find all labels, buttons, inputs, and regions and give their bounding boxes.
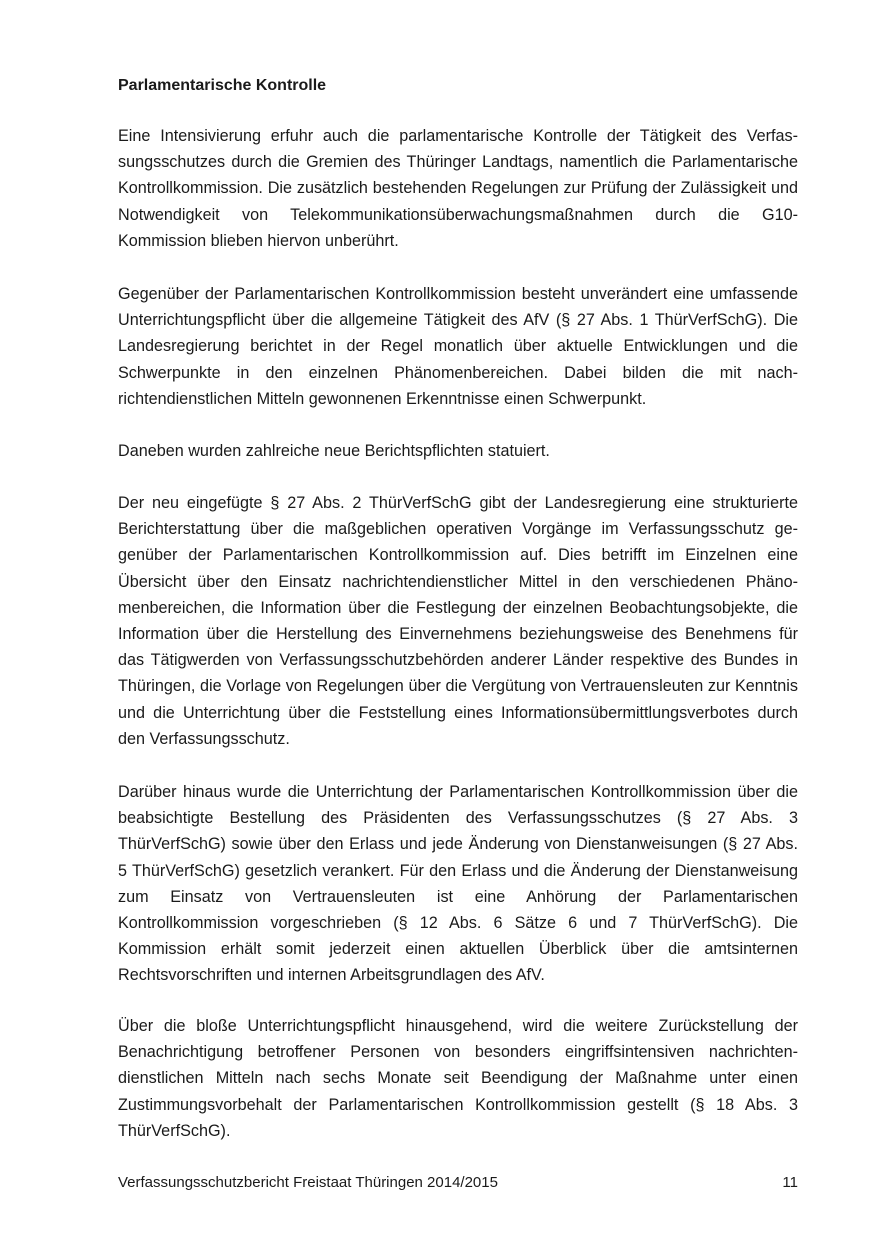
paragraph-2: Gegenüber der Parlamentarischen Kontrollkommission besteht unverändert eine umfassende Unterrichtungspflicht über die allgemeine Tätigkeit des AfV (§ 27 Abs. 1 ThürVerfSchG). Die Landesregierung berichtet in der Regel monatlich über aktuelle Entwicklungen und die Schwerpunkte in den einzelnen Phänomenbereichen. Dabei bilden die mit nachrichtendienstlichen Mitteln gewonnenen Erkenntnisse einen Schwerpunkt. [118, 285, 798, 408]
paragraph-4: Der neu eingefügte § 27 Abs. 2 ThürVerfSchG gibt der Landesregierung eine strukturierte Berichterstattung über die maßgeblichen operativen Vorgänge im Verfassungsschutz gegenüber der Parlamentarischen Kontrollkommission auf. Dies betrifft im Einzelnen eine Übersicht über den Einsatz nachrichtendienstlicher Mittel in den verschiedenen Phänomenbereichen, die Information über die Festlegung der einzelnen Beobachtungsobjekte, die Information über die Herstellung des Einvernehmens beziehungsweise des Benehmens für das Tätigwerden von Verfassungsschutzbehörden anderer Länder respektive des Bundes in Thüringen, die Vorlage von Regelungen über die Vergütung von Vertrauensleuten zur Kenntnis und die Unterrichtung über die Feststellung eines Informationsübermittlungsverbotes durch den Verfassungsschutz. [118, 494, 798, 748]
paragraph-3: Daneben wurden zahlreiche neue Berichtspflichten statuiert. [118, 442, 550, 460]
page-footer [118, 1171, 798, 1195]
footer-title: Verfassungsschutzbericht Freistaat Thüringen 2014/2015 [118, 1174, 498, 1191]
page-number: 11 [782, 1174, 798, 1191]
document-page [118, 0, 798, 1241]
section-heading: Parlamentarische Kontrolle [118, 77, 327, 94]
paragraph-5: Darüber hinaus wurde die Unterrichtung der Parlamentarischen Kontrollkommission über die beabsichtigte Bestellung des Präsidenten des Verfassungsschutzes (§ 27 Abs. 3 ThürVerfSchG) sowie über den Erlass und jede Änderung von Dienstanweisungen (§ 27 Abs. 5 ThürVerfSchG) gesetzlich verankert. Für den Erlass und die Änderung der Dienstanweisung zum Einsatz von Vertrauensleuten ist eine Anhörung der Parlamentarischen Kontrollkommission vorgeschrieben (§ 12 Abs. 6 Sätze 6 und 7 ThürVerfSchG). Die Kommission erhält somit jederzeit einen aktuellen Überblick über die amtsinternen Rechtsvorschriften und internen Arbeitsgrundlagen des AfV. [118, 783, 798, 985]
paragraph-1: Eine Intensivierung erfuhr auch die parlamentarische Kontrolle der Tätigkeit des Verfassungsschutzes durch die Gremien des Thüringer Landtags, namentlich die Parlamentarische Kontrollkommission. Die zusätzlich bestehenden Regelungen zur Prüfung der Zulässigkeit und Notwendigkeit von Telekommunikationsüberwachungsmaßnahmen durch die G10- Kommission blieben hiervon unberührt. [118, 127, 798, 250]
paragraph-6: Über die bloße Unterrichtungspflicht hinausgehend, wird die weitere Zurückstellung der Benachrichtigung betroffener Personen von besonders eingriffsintensiven nachrichtendienstlichen Mitteln nach sechs Monate seit Beendigung der Maßnahme unter einen Zustimmungsvorbehalt der Parlamentarischen Kontrollkommission gestellt (§ 18 Abs. 3 ThürVerfSchG). [118, 1017, 798, 1140]
